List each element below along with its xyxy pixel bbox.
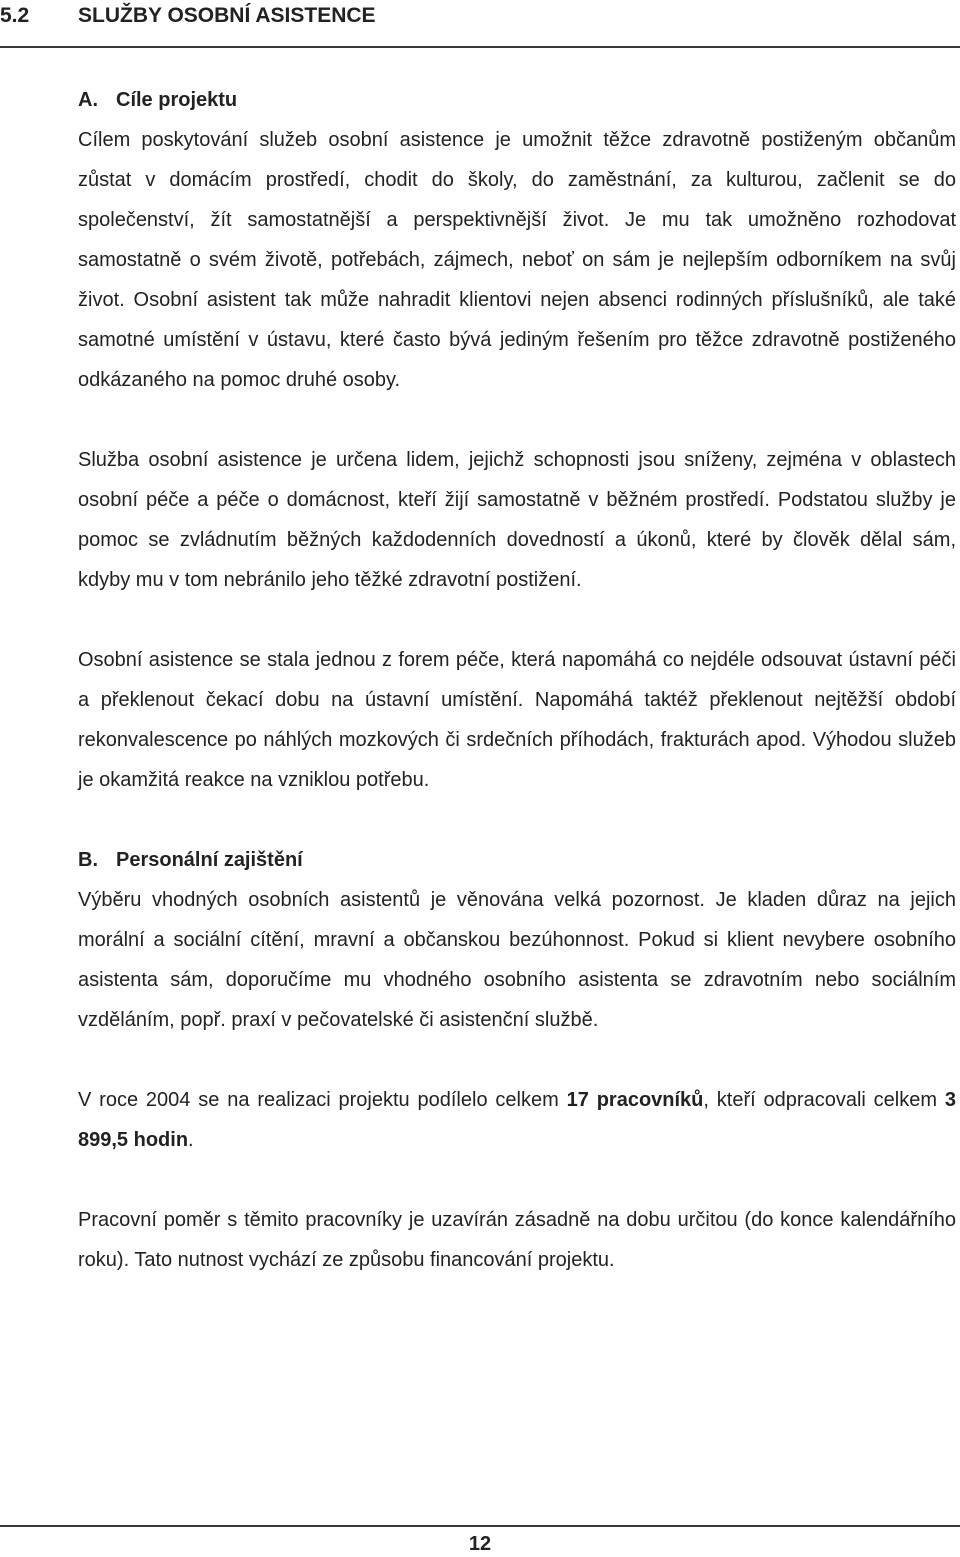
paragraph-goals: Cílem poskytování služeb osobní asistence je umožnit těžce zdravotně postiženým občanům zůstat v domácím prostředí, chodit do školy, do zaměstnání, za kulturou, začlenit se do společenství, žít samostatnější a perspektivnější život. Je mu tak umožněno rozhodovat samostatně o svém životě, potřebách, zájmech, neboť on sám je nejlepším odborníkem na svůj život. Osobní asistent tak může nahradit klientovi nejen absenci rodinných příslušníků, ale také samotné umístění v ústavu, které často bývá jediným řešením pro těžce zdravotně postiženého odkázaného na pomoc druhé osoby. (78, 129, 956, 391)
section-header (0, 0, 960, 48)
section-title: SLUŽBY OSOBNÍ ASISTENCE (78, 4, 376, 27)
paragraph-staff-selection: Výběru vhodných osobních asistentů je věnována velká pozornost. Je kladen důraz na jejich morální a sociální cítění, mravní a občanskou bezúhonnost. Pokud si klient nevybere osobního asistenta sám, doporučíme mu vhodného osobního asistenta se zdravotním nebo sociálním vzděláním, popř. praxí v pečovatelské či asistenční službě. (78, 889, 956, 1031)
subheading-b-title: Personální zajištění (116, 849, 303, 871)
document-body (78, 80, 956, 1280)
subheading-b-letter: B. (78, 849, 98, 871)
subheading-a-letter: A. (78, 89, 98, 111)
paragraph-staff-stats (78, 1080, 956, 1160)
stats-text-before: V roce 2004 se na realizaci projektu podílelo celkem (78, 1089, 567, 1111)
footer-divider (0, 1525, 960, 1527)
subheading-a (78, 80, 956, 120)
stats-hours: 3 899,5 hodin (78, 1089, 956, 1151)
section-number: 5.2 (0, 4, 30, 27)
stats-workers: 17 pracovníků (566, 1089, 704, 1111)
paragraph-employment-terms: Pracovní poměr s těmito pracovníky je uzavírán zásadně na dobu určitou (do konce kalendářního roku). Tato nutnost vychází ze způsobu financování projektu. (78, 1209, 956, 1271)
page-number: 12 (468, 1533, 492, 1555)
subheading-b (78, 840, 956, 880)
stats-text-after: . (188, 1129, 194, 1151)
paragraph-service-definition: Služba osobní asistence je určena lidem, jejichž schopnosti jsou sníženy, zejména v oblastech osobní péče a péče o domácnost, kteří žijí samostatně v běžném prostředí. Podstatou služby je pomoc se zvládnutím běžných každodenních dovedností a úkonů, které by člověk dělal sám, kdyby mu v tom nebránilo jeho těžké zdravotní postižení. (78, 449, 956, 591)
paragraph-institutional-care: Osobní asistence se stala jednou z forem péče, která napomáhá co nejdéle odsouvat ústavní péči a překlenout čekací dobu na ústavní umístění. Napomáhá taktéž překlenout nejtěžší období rekonvalescence po náhlých mozkových či srdečních příhodách, frakturách apod. Výhodou služeb je okamžitá reakce na vzniklou potřebu. (78, 649, 956, 791)
subheading-a-title: Cíle projektu (116, 89, 238, 111)
stats-text-middle: , kteří odpracovali celkem (703, 1089, 945, 1111)
